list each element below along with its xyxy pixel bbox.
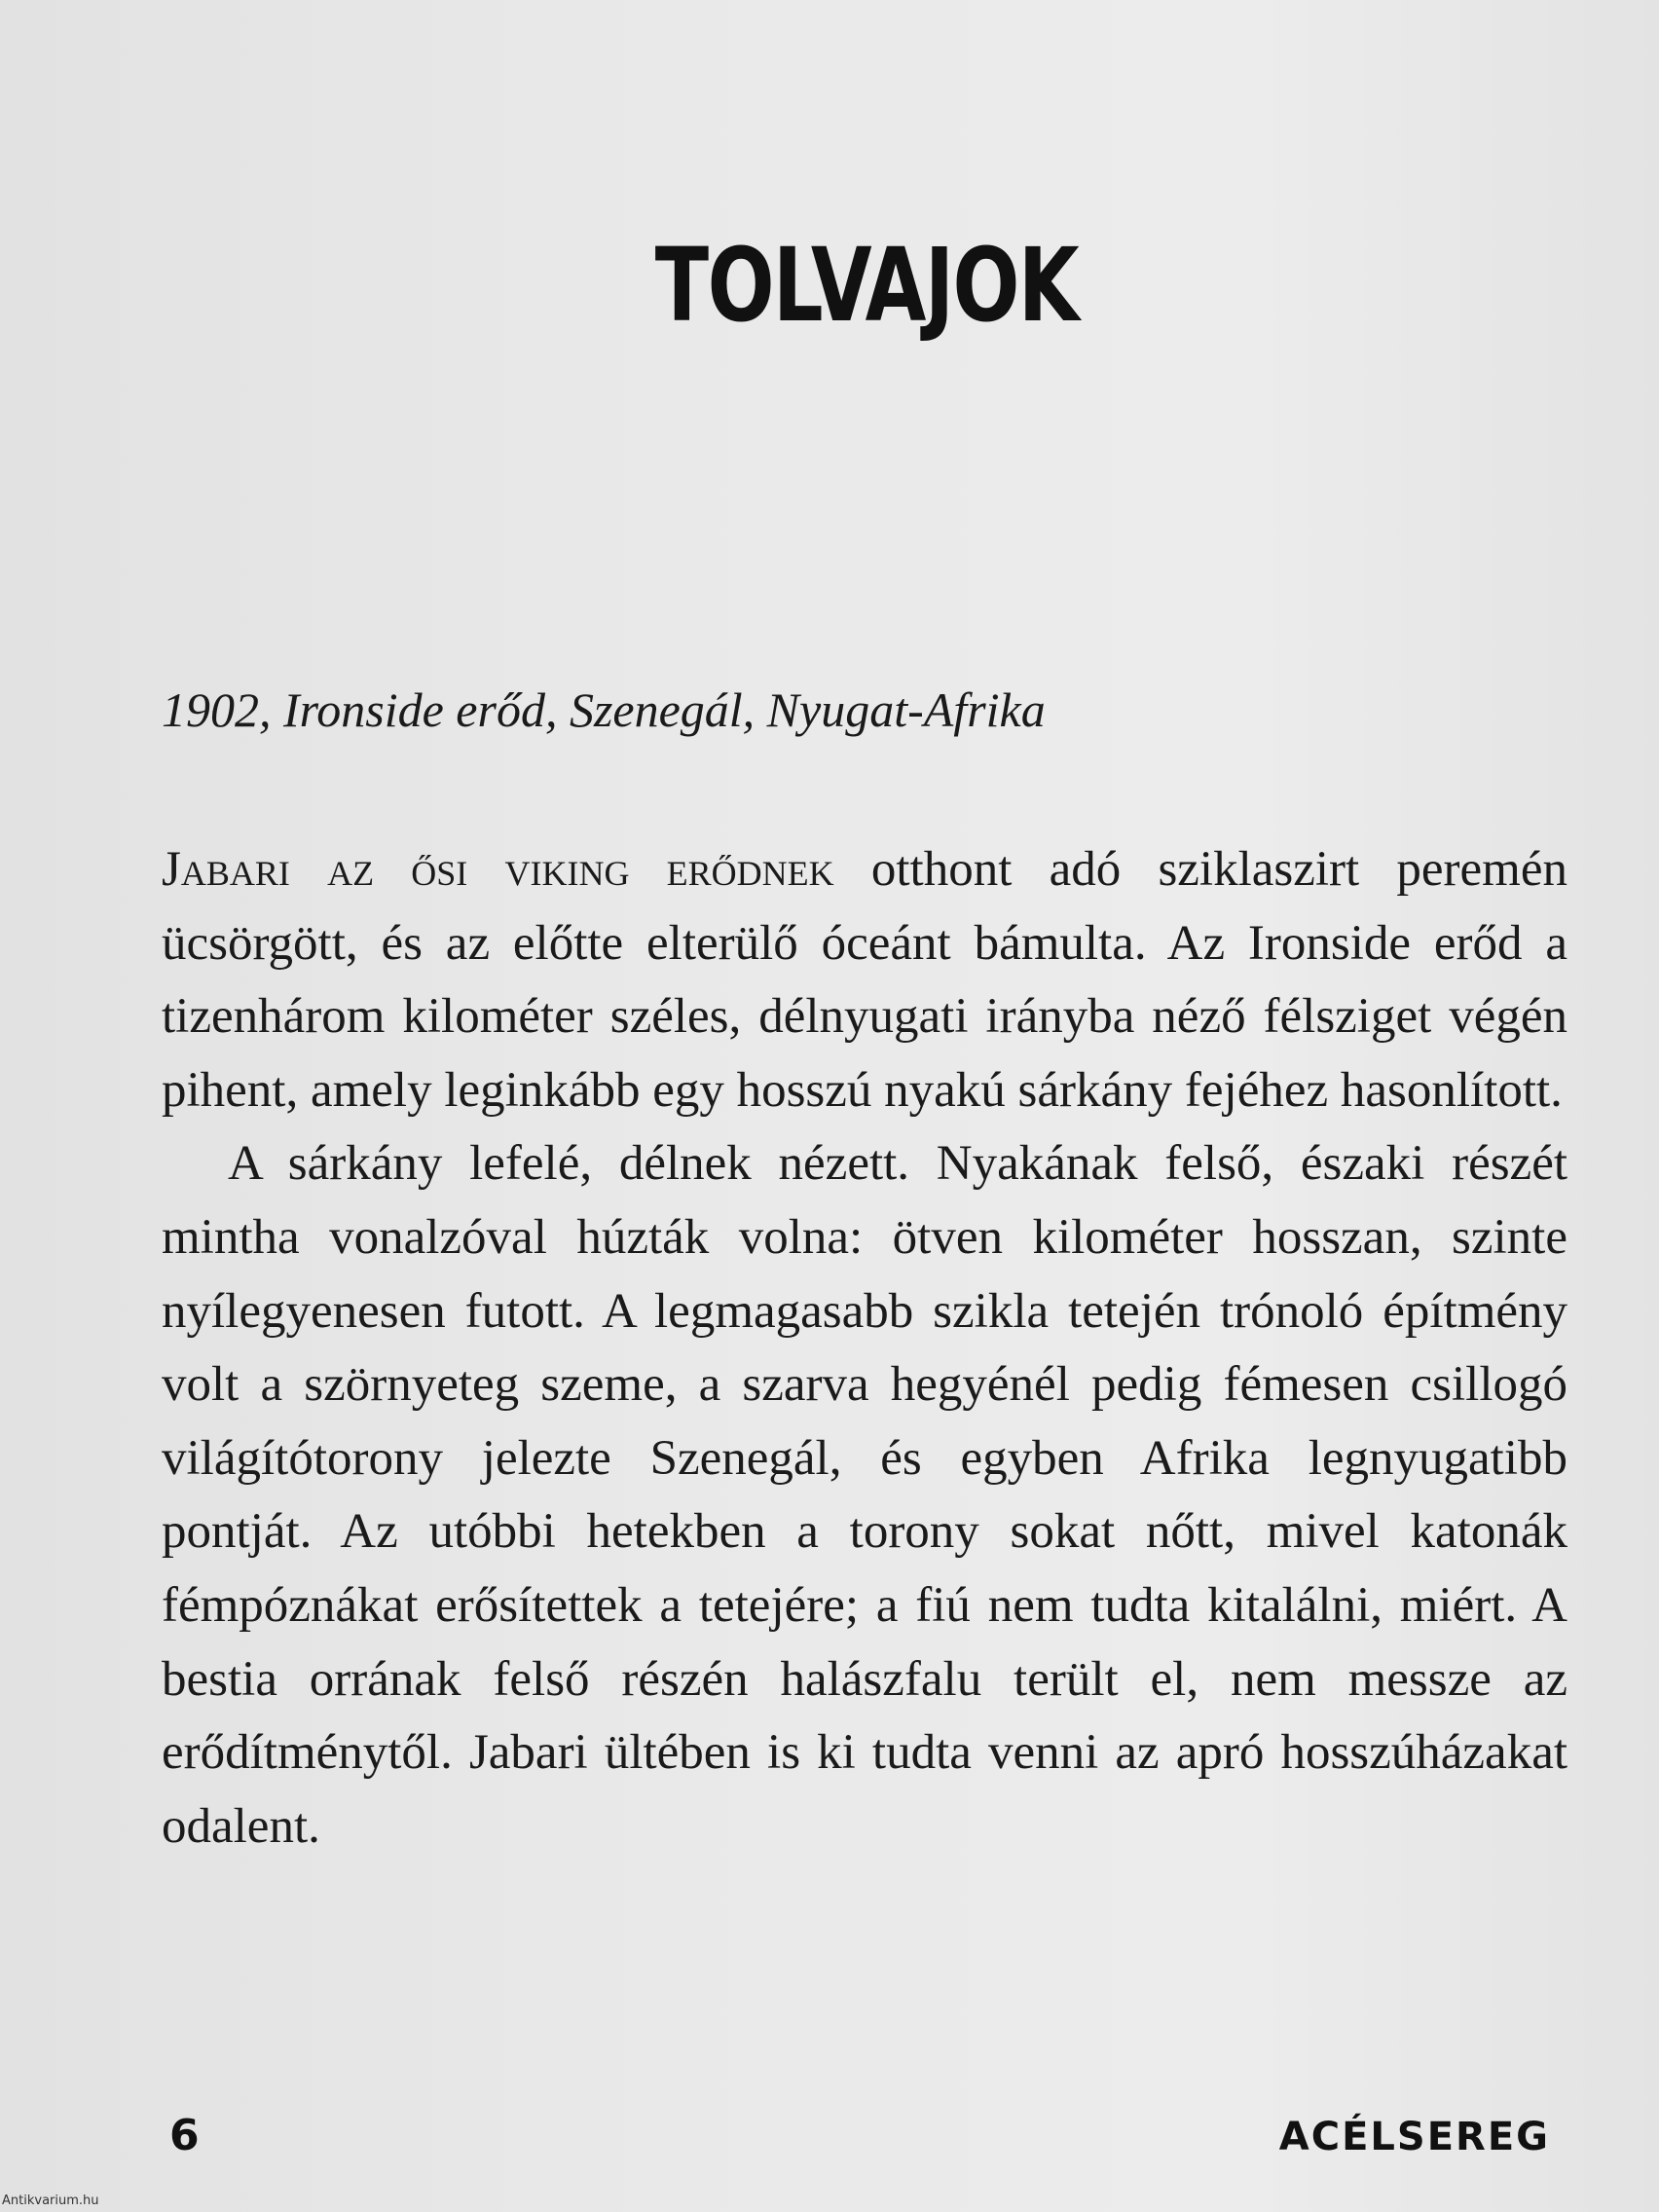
running-footer-book-title: ACÉLSEREG xyxy=(1278,2115,1550,2159)
paragraph-2: A sárkány lefelé, délnek nézett. Nyakának felső, északi részét mintha vonalzóval húzták volna: ötven kilométer hosszan, szinte nyílegyenesen futott. A legmagasabb szikla tetején trónoló építmény volt a szörnyeteg szeme, a szarva hegyénél pedig fémesen csillogó világítótorony jelezte Szenegál, és egyben Afrika legnyugatibb pontját. Az utóbbi hetekben a torony sokat nőtt, mivel katonák fémpóznákat erősítettek a tetejére; a fiú nem tudta kitalálni, miért. A bestia orrának felső részén halászfalu terült el, nem messze az erődítménytől. Jabari ültében is ki tudta venni az apró hosszúházakat odalent. xyxy=(162,1136,1567,1854)
show-through-texture xyxy=(409,321,1529,625)
chapter-title: TOLVAJOK xyxy=(654,226,1079,345)
paragraph-lead-smallcaps: Jabari az ősi viking erődnek xyxy=(162,842,834,897)
page-number: 6 xyxy=(169,2111,200,2160)
chapter-dateline: 1902, Ironside erőd, Szenegál, Nyugat-Afrika xyxy=(162,682,1046,737)
watermark-text: Antikvarium.hu xyxy=(2,2194,99,2208)
paragraph-1 xyxy=(162,833,1567,1127)
body-text xyxy=(162,833,1567,1863)
paragraph-1-text: otthont adó sziklaszirt peremén ücsörgött, és az előtte elterülő óceánt bámulta. Az Ironside erőd a tizenhárom kilométer széles, délnyugati irányba néző félsziget végén pihent, amely leginkább egy hosszú nyakú sárkány fejéhez hasonlított. xyxy=(162,842,1567,1118)
